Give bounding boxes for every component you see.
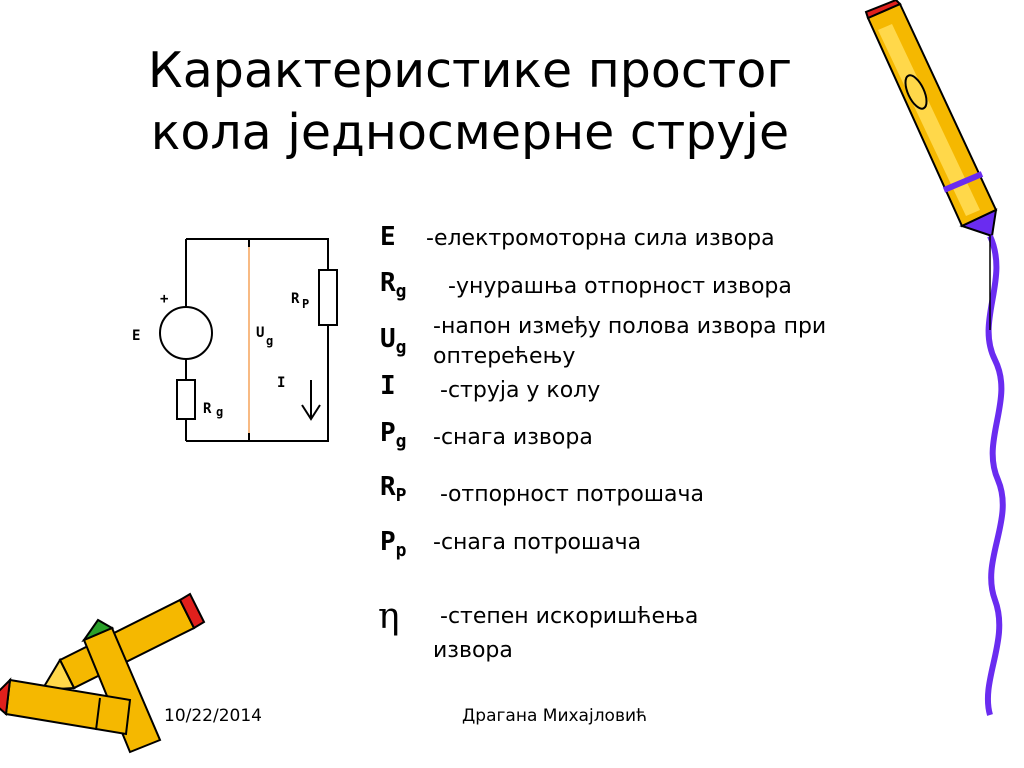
resistor-rp bbox=[319, 270, 337, 325]
footer-author: Драгана Михајловић bbox=[462, 706, 648, 726]
legend-text-i: -струја у колу bbox=[440, 378, 601, 403]
legend-symbol-pp: $P_p$ bbox=[380, 527, 407, 561]
legend-symbol-pg: $P_g$ bbox=[380, 418, 407, 452]
legend-text-ug: -напон између полова извора при bbox=[433, 314, 827, 339]
footer-date: 10/22/2014 bbox=[164, 706, 262, 726]
top-wire bbox=[186, 239, 328, 270]
source-e-symbol bbox=[160, 307, 212, 359]
page-title bbox=[60, 40, 880, 164]
legend-text-rp: -отпорност потрошача bbox=[440, 482, 704, 507]
legend-text-e: -електромоторна сила извора bbox=[426, 226, 775, 251]
rg-label-main: R bbox=[203, 401, 212, 417]
title-line-2: кола једносмерне струје bbox=[150, 104, 790, 161]
legend-symbol-rg: $R_g$ bbox=[380, 268, 407, 302]
circuit-diagram bbox=[120, 225, 360, 455]
i-label: I bbox=[277, 375, 286, 391]
rp-label-sub: P bbox=[302, 297, 310, 311]
rg-label-sub: g bbox=[216, 405, 224, 419]
legend-text-pp: -снага потрошача bbox=[433, 530, 642, 555]
resistor-rg bbox=[177, 380, 195, 419]
legend-symbol-ug: $U_g$ bbox=[380, 324, 407, 358]
legend-symbol-e: E bbox=[380, 222, 396, 252]
legend-text-rg: -унурашња отпорност извора bbox=[448, 274, 792, 299]
e-label: E bbox=[132, 328, 141, 344]
ug-label-main: U bbox=[256, 325, 265, 341]
title-line-1: Карактеристике простог bbox=[147, 42, 793, 99]
rp-label-main: R bbox=[291, 291, 300, 307]
ug-label-sub: g bbox=[266, 334, 274, 348]
legend-text-eta-cont: извора bbox=[433, 638, 513, 663]
plus-label: + bbox=[160, 291, 169, 307]
legend-text-pg: -снага извора bbox=[433, 425, 593, 450]
legend-symbol-i: I bbox=[380, 371, 396, 401]
legend-text-eta: -степен искоришћења bbox=[440, 604, 699, 629]
legend-text-ug-cont: оптерећењу bbox=[433, 344, 576, 369]
current-arrow-icon bbox=[302, 380, 320, 419]
pencil-icon-top-right bbox=[866, 0, 996, 236]
legend-symbol-rp: $R_P$ bbox=[380, 472, 407, 506]
legend-symbol-eta: η bbox=[378, 596, 400, 637]
